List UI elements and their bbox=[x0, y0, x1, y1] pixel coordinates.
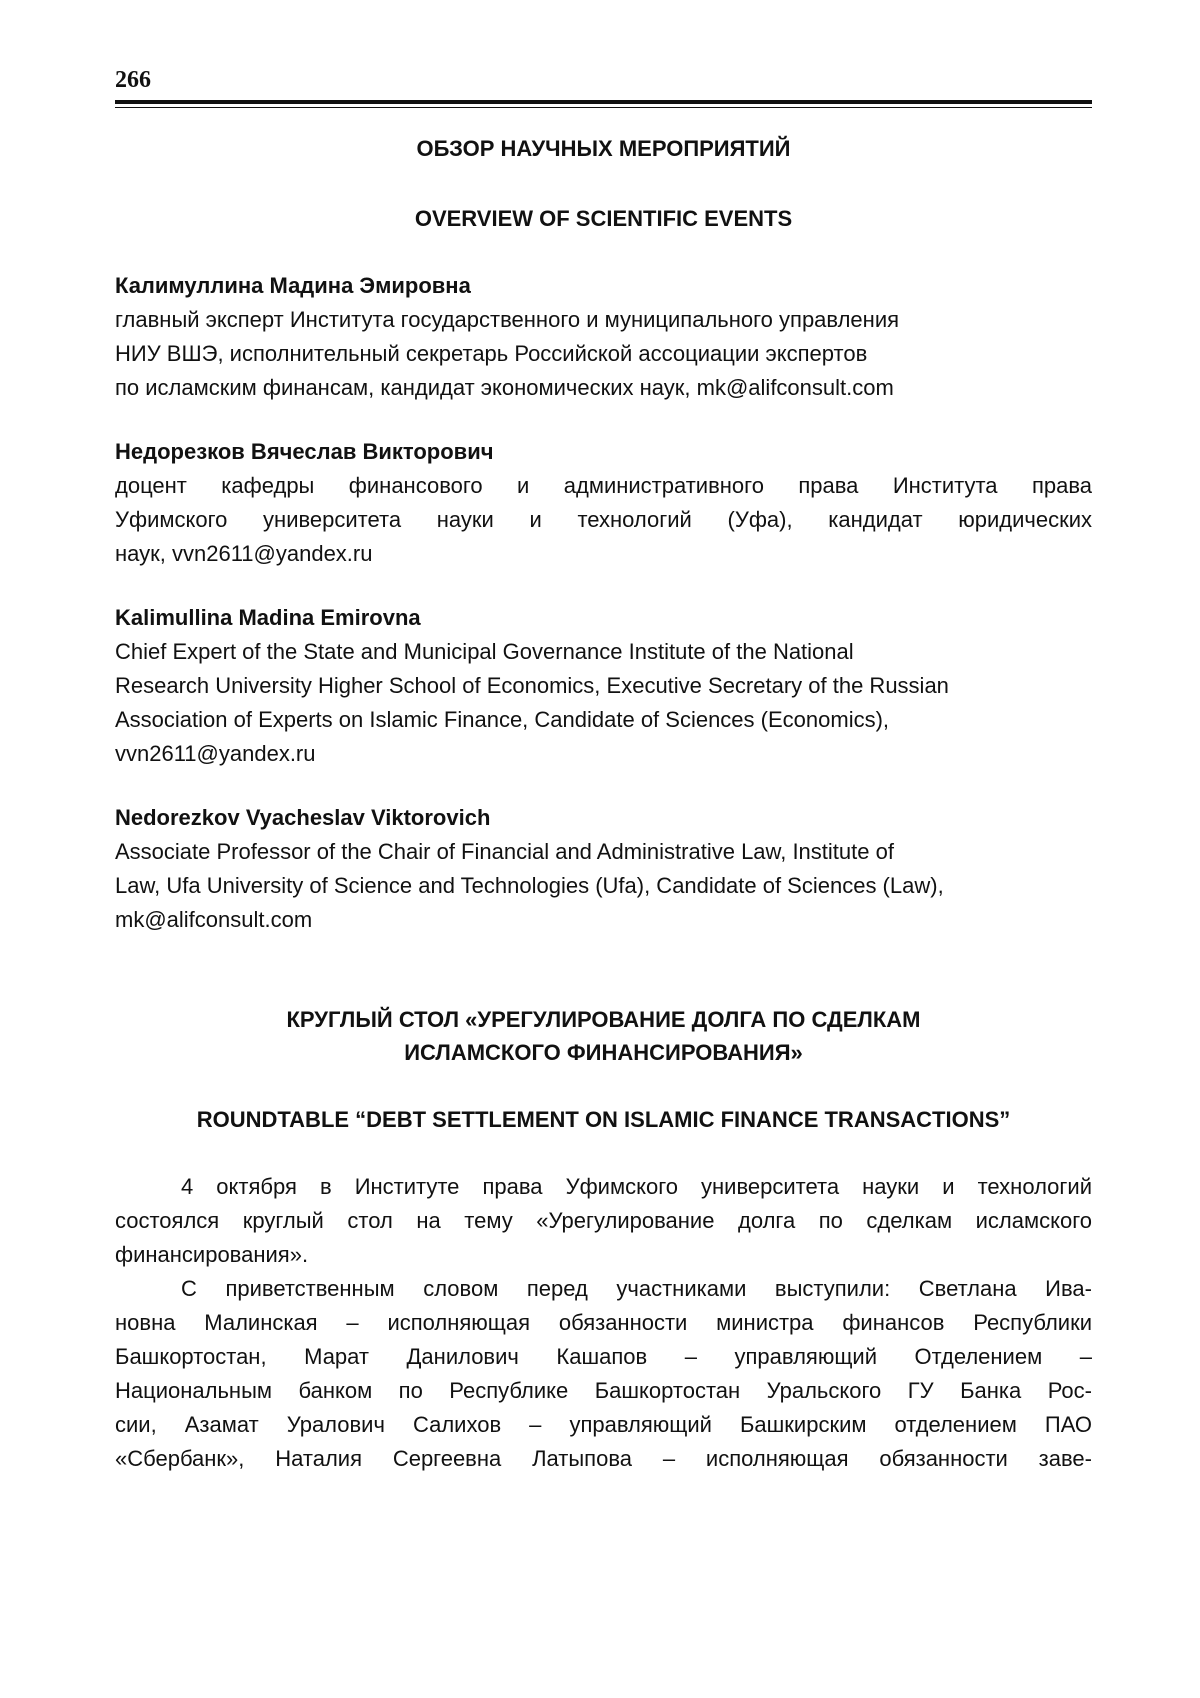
paragraph-line: Башкортостан, Марат Данилович Кашапов – управляющий Отделением – bbox=[115, 1344, 1092, 1369]
author-name: Kalimullina Madina Emirovna bbox=[115, 605, 421, 630]
roundtable-title-ru-line: КРУГЛЫЙ СТОЛ «УРЕГУЛИРОВАНИЕ ДОЛГА ПО СДЕЛКАМ bbox=[286, 1007, 921, 1032]
author-affiliation-line: Association of Experts on Islamic Finance, Candidate of Sciences (Economics), bbox=[115, 707, 890, 732]
paragraph-line: состоялся круглый стол на тему «Урегулирование долга по сделкам исламского bbox=[115, 1208, 1092, 1233]
page bbox=[115, 66, 1092, 1476]
author-affiliation-line: наук, vvn2611@yandex.ru bbox=[115, 541, 373, 566]
author-block-nedorezkov-en bbox=[115, 801, 1092, 937]
author-affiliation-line: vvn2611@yandex.ru bbox=[115, 741, 316, 766]
author-affiliation-line: Chief Expert of the State and Municipal Governance Institute of the National bbox=[115, 639, 854, 664]
author-affiliation-line: доцент кафедры финансового и административного права Института права bbox=[115, 473, 1092, 498]
header-rule-thin bbox=[115, 107, 1092, 108]
header-rule-thick bbox=[115, 100, 1092, 104]
author-affiliation bbox=[115, 469, 1092, 571]
author-name: Недорезков Вячеслав Викторович bbox=[115, 439, 494, 464]
section-title-en: OVERVIEW OF SCIENTIFIC EVENTS bbox=[414, 206, 793, 231]
author-name: Калимуллина Мадина Эмировна bbox=[115, 273, 471, 298]
roundtable-title-ru-line: ИСЛАМСКОГО ФИНАНСИРОВАНИЯ» bbox=[404, 1040, 803, 1065]
author-affiliation-line: Law, Ufa University of Science and Technologies (Ufa), Candidate of Sciences (Law), bbox=[115, 873, 944, 898]
roundtable-title-en: ROUNDTABLE “DEBT SETTLEMENT ON ISLAMIC FINANCE TRANSACTIONS” bbox=[196, 1107, 1011, 1132]
author-block-kalimullina-en bbox=[115, 601, 1092, 771]
paragraph-line: Национальным банком по Республике Башкортостан Уральского ГУ Банка Рос- bbox=[115, 1378, 1092, 1403]
paragraph bbox=[115, 1170, 1092, 1272]
author-block-kalimullina-ru bbox=[115, 269, 1092, 405]
paragraph bbox=[115, 1272, 1092, 1476]
paragraph-line: 4 октября в Институте права Уфимского университета науки и технологий bbox=[181, 1174, 1092, 1199]
author-block-nedorezkov-ru bbox=[115, 435, 1092, 571]
author-affiliation-line: Research University Higher School of Economics, Executive Secretary of the Russian bbox=[115, 673, 949, 698]
author-affiliation-line: mk@alifconsult.com bbox=[115, 907, 313, 932]
author-affiliation-line: по исламским финансам, кандидат экономических наук, mk@alifconsult.com bbox=[115, 375, 894, 400]
roundtable-title-ru bbox=[115, 1003, 1092, 1069]
body-text bbox=[115, 1170, 1092, 1476]
page-number: 266 bbox=[115, 67, 151, 93]
paragraph-line: сии, Азамат Уралович Салихов – управляющий Башкирским отделением ПАО bbox=[115, 1412, 1092, 1437]
author-name: Nedorezkov Vyacheslav Viktorovich bbox=[115, 805, 491, 830]
section-title-ru: ОБЗОР НАУЧНЫХ МЕРОПРИЯТИЙ bbox=[416, 136, 791, 161]
author-affiliation-line: Associate Professor of the Chair of Financial and Administrative Law, Institute of bbox=[115, 839, 894, 864]
author-affiliation-line: Уфимского университета науки и технологий (Уфа), кандидат юридических bbox=[115, 507, 1092, 532]
paragraph-line: «Сбербанк», Наталия Сергеевна Латыпова – исполняющая обязанности заве- bbox=[115, 1446, 1092, 1471]
author-affiliation-line: главный эксперт Института государственного и муниципального управления bbox=[115, 307, 900, 332]
paragraph-line: новна Малинская – исполняющая обязанности министра финансов Республики bbox=[115, 1310, 1092, 1335]
author-affiliation-line: НИУ ВШЭ, исполнительный секретарь Российской ассоциации экспертов bbox=[115, 341, 868, 366]
paragraph-line: финансирования». bbox=[115, 1242, 309, 1267]
paragraph-line: С приветственным словом перед участниками выступили: Светлана Ива- bbox=[181, 1276, 1092, 1301]
